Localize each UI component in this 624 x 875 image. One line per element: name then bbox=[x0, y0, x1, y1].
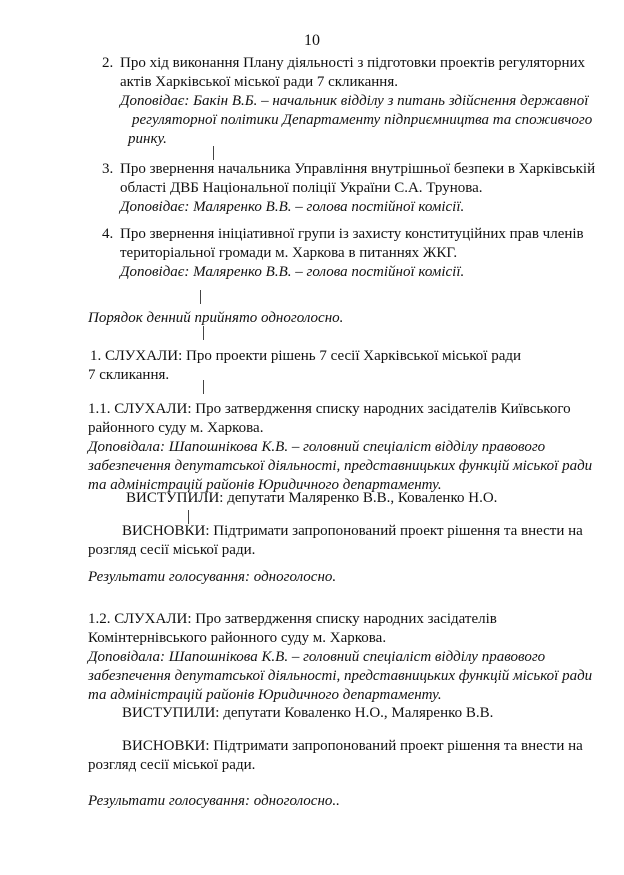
heard-1-1-reporter-line3: та адміністрацій районів Юридичного департаменту. bbox=[88, 477, 442, 493]
heard-1-1-vote-result: Результати голосування: одноголосно. bbox=[88, 569, 337, 585]
heard-1-2-line2: Комінтернівського районного суду м. Харкова. bbox=[88, 630, 387, 646]
heard-1-1-conclusion-line1: ВИСНОВКИ: Підтримати запропонований проект рішення та внести на bbox=[122, 523, 583, 539]
heard-1-1-line1: 1.1. СЛУХАЛИ: Про затвердження списку народних засідателів Київського bbox=[88, 401, 571, 417]
heard-1-1-conclusion-line2: розгляд сесії міської ради. bbox=[88, 542, 256, 558]
agenda-item-4-line1: Про звернення ініціативної групи із захисту конституційних прав членів bbox=[120, 226, 584, 242]
agenda-item-2-reporter-line3: ринку. bbox=[128, 131, 167, 147]
page-number: 10 bbox=[304, 32, 320, 49]
heard-1-line1: 1. СЛУХАЛИ: Про проекти рішень 7 сесії Харківської міської ради bbox=[90, 348, 522, 364]
agenda-item-3-line2: області ДВБ Національної поліції України С.А. Трунова. bbox=[120, 180, 483, 196]
text-cursor-mark bbox=[188, 510, 189, 524]
text-cursor-mark bbox=[213, 146, 214, 160]
text-cursor-mark bbox=[203, 326, 204, 340]
agenda-item-2-line2: актів Харківської міської ради 7 скликання. bbox=[120, 74, 398, 90]
heard-1-line2: 7 скликання. bbox=[88, 367, 170, 383]
heard-1-2-line1: 1.2. СЛУХАЛИ: Про затвердження списку народних засідателів bbox=[88, 611, 497, 627]
heard-1-2-conclusion-line1: ВИСНОВКИ: Підтримати запропонований проект рішення та внести на bbox=[122, 738, 583, 754]
heard-1-2-reporter-line3: та адміністрацій районів Юридичного департаменту. bbox=[88, 687, 442, 703]
agenda-item-2-number: 2. bbox=[102, 55, 114, 71]
heard-1-2-spoke: ВИСТУПИЛИ: депутати Коваленко Н.О., Маляренко В.В. bbox=[122, 705, 494, 721]
heard-1-2-conclusion-line2: розгляд сесії міської ради. bbox=[88, 757, 256, 773]
agenda-item-4-number: 4. bbox=[102, 226, 114, 242]
agenda-item-2-reporter-line1: Доповідає: Бакін В.Б. – начальник відділу з питань здійснення державної bbox=[120, 93, 589, 109]
agenda-adopted-note: Порядок денний прийнято одноголосно. bbox=[88, 310, 344, 326]
agenda-item-4-line2: територіальної громади м. Харкова в питаннях ЖКГ. bbox=[120, 245, 458, 261]
heard-1-1-reporter-line1: Доповідала: Шапошнікова К.В. – головний спеціаліст відділу правового bbox=[88, 439, 546, 455]
heard-1-1-spoke: ВИСТУПИЛИ: депутати Маляренко В.В., Коваленко Н.О. bbox=[126, 490, 498, 506]
agenda-item-2-line1: Про хід виконання Плану діяльності з підготовки проектів регуляторних bbox=[120, 55, 586, 71]
agenda-item-3-number: 3. bbox=[102, 161, 114, 177]
heard-1-2-reporter-line2: забезпечення депутатської діяльності, представницьких функцій міської ради bbox=[88, 668, 593, 684]
heard-1-2-reporter-line1: Доповідала: Шапошнікова К.В. – головний спеціаліст відділу правового bbox=[88, 649, 546, 665]
text-cursor-mark bbox=[203, 380, 204, 394]
heard-1-1-line2: районного суду м. Харкова. bbox=[88, 420, 264, 436]
heard-1-1-reporter-line2: забезпечення депутатської діяльності, представницьких функцій міської ради bbox=[88, 458, 593, 474]
agenda-item-3-reporter: Доповідає: Маляренко В.В. – голова постійної комісії. bbox=[120, 199, 465, 215]
agenda-item-3-line1: Про звернення начальника Управління внутрішньої безпеки в Харківській bbox=[120, 161, 596, 177]
heard-1-2-vote-result: Результати голосування: одноголосно.. bbox=[88, 793, 340, 809]
text-cursor-mark bbox=[200, 290, 201, 304]
agenda-item-4-reporter: Доповідає: Маляренко В.В. – голова постійної комісії. bbox=[120, 264, 465, 280]
agenda-item-2-reporter-line2: регуляторної політики Департаменту підприємництва та споживчого bbox=[132, 112, 593, 128]
